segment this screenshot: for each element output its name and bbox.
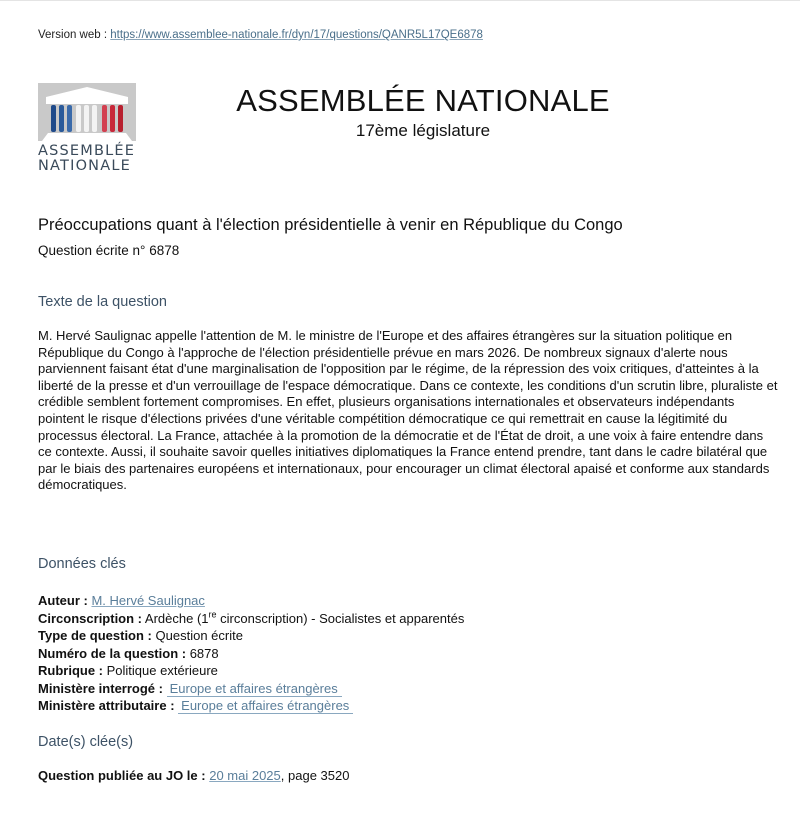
key-data-rubrique: [38, 662, 464, 680]
publiee-date-link[interactable]: 20 mai 2025: [209, 768, 281, 783]
type-value: Question écrite: [155, 628, 243, 643]
auteur-label: Auteur :: [38, 593, 88, 608]
key-data-type: [38, 627, 464, 645]
auteur-link[interactable]: M. Hervé Saulignac: [91, 593, 205, 608]
rubrique-value: Politique extérieure: [106, 663, 218, 678]
key-data-ministere-attributaire: [38, 697, 464, 715]
version-web-label: Version web :: [38, 29, 108, 41]
ministere-attributaire-link[interactable]: Europe et affaires étrangères: [178, 698, 353, 714]
legislature-subtitle: 17ème législature: [355, 121, 491, 140]
numero-label: Numéro de la question :: [38, 645, 187, 661]
circonscription-value-post: circonscription) - Socialistes et apparentés: [216, 610, 465, 626]
section-heading-dates: Date(s) clée(s): [38, 734, 134, 750]
logo-wordmark: [38, 144, 138, 174]
key-data-circonscription: [38, 610, 464, 628]
key-data-list: [38, 592, 464, 715]
ministere-interroge-label: Ministère interrogé :: [38, 680, 163, 696]
section-heading-donnees: Données clés: [38, 556, 126, 572]
circonscription-label: Circonscription :: [38, 610, 143, 626]
key-data-numero: [38, 645, 464, 663]
type-label: Type de question :: [38, 628, 152, 643]
circonscription-value-pre: Ardèche (1: [144, 610, 209, 626]
logo-line2: NATIONALE: [38, 158, 131, 174]
question-title: Préoccupations quant à l'élection présidentielle à venir en République du Congo: [38, 216, 623, 234]
key-data-auteur: [38, 592, 464, 610]
rubrique-label: Rubrique :: [38, 663, 103, 678]
publiee-page: , page 3520: [280, 768, 350, 783]
numero-value: 6878: [189, 645, 219, 661]
publiee-label: Question publiée au JO le :: [38, 768, 206, 783]
date-publication-row: [38, 768, 349, 783]
section-heading-texte: Texte de la question: [38, 294, 167, 310]
ministere-attributaire-label: Ministère attributaire :: [38, 698, 175, 713]
circonscription-value-sup: re: [208, 609, 217, 620]
key-data-ministere-interroge: [38, 680, 464, 698]
version-web-line: [38, 29, 483, 41]
page-title: ASSEMBLÉE NATIONALE: [236, 83, 610, 118]
ministere-interroge-link[interactable]: Europe et affaires étrangères: [167, 681, 342, 697]
logo-line1: ASSEMBLÉE: [38, 143, 136, 159]
question-body-text: M. Hervé Saulignac appelle l'attention de M. le ministre de l'Europe et des affaires étrangères sur la situation politique en République du Congo à l'approche de l'élection présidentielle prévue en mars 2026. De nombreux signaux d'alerte nous parviennent faisant état d'une marginalisation de l'opposition par le régime, de la répression des voix critiques, d'atteintes à la liberté de la presse et d'un verrouillage de l'espace démocratique. Dans ce contexte, les conditions d'un scrutin libre, pluraliste et crédible semblent fortement compromises. En effet, plusieurs organisations internationales et observateurs indépendants pointent le risque d'élections privées d'une véritable compétition démocratique ce qui remettrait en cause la légitimité du processus électoral. La France, attachée à la promotion de la démocratie et de l'État de droit, a une voix à faire entendre dans ce contexte. Aussi, il souhaite savoir quelles initiatives diplomatiques la France entend prendre, tant dans le cadre bilatéral que par le biais des partenaires européens et internationaux, pour encourager un climat électoral apaisé et conforme aux standards démocratiques.: [38, 328, 778, 493]
question-number: Question écrite n° 6878: [38, 243, 180, 258]
version-web-link[interactable]: https://www.assemblee-nationale.fr/dyn/17/questions/QANR5L17QE6878: [110, 29, 483, 41]
